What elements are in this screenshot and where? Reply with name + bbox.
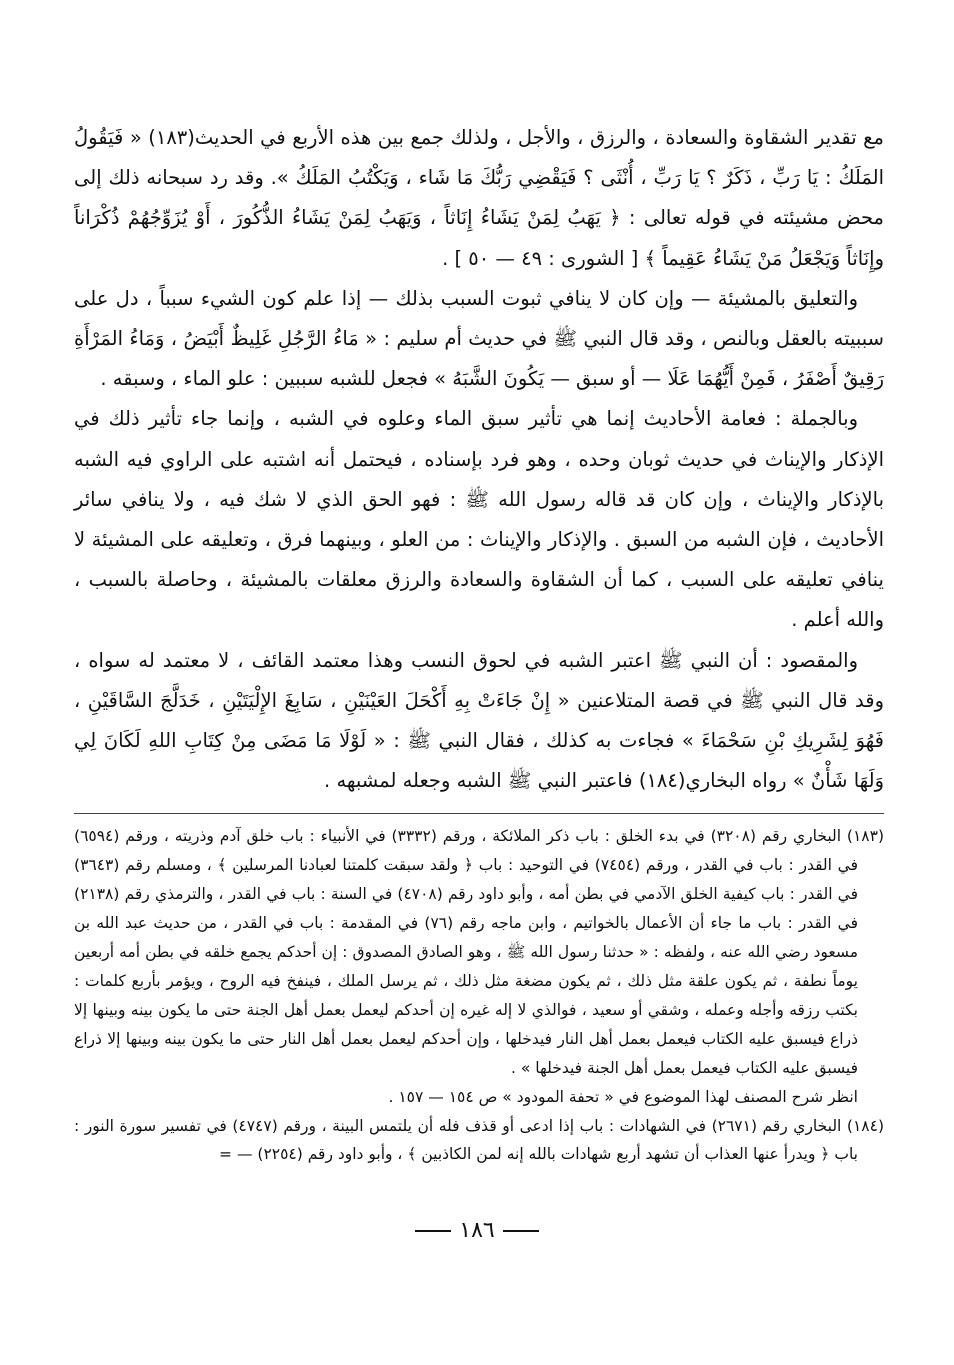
page-body [74,118,884,1169]
footnote: (١٨٤) البخاري رقم (٢٦٧١) في الشهادات : باب إذا ادعى أو قذف فله أن يلتمس البينة ، ورقم (٤٧٤٧) في تفسير سورة النور : باب ﴿ ويدرأ عنها العذاب أن تشهد أربع شهادات بالله إنه لمن الكاذبين ﴾ ، وأبو داود رقم (٢٢٥٤) — = [74,1116,885,1164]
page-number-dash [415,1230,451,1232]
main-paragraph: وبالجملة : فعامة الأحاديث إنما هي تأثير سبق الماء وعلوه في الشبه ، وإنما جاء تأثير ذلك في الإذكار والإيناث في حديث ثوبان وحده ، وهو فرد بإسناده ، فيحتمل أنه اشتبه على الراوي فيه الشبه بالإذكار والإيناث ، وإن كان قد قاله رسول الله ﷺ : فهو الحق الذي لا شك فيه ، ولا ينافي سائر الأحاديث ، فإن الشبه من السبق . والإذكار والإيناث : من العلو ، وبينهما فرق ، وتعليقه على المشيئة لا ينافي تعليقه على السبب ، كما أن الشقاوة والسعادة والرزق معلقات بالمشيئة ، وحاصلة بالسبب ، والله أعلم . [74,407,884,632]
page-number: ١٨٦ [459,1218,495,1243]
main-paragraph: مع تقدير الشقاوة والسعادة ، والرزق ، والأجل ، ولذلك جمع بين هذه الأربع في الحديث(١٨٣) « فَيَقُولُ المَلَكُ : يَا رَبِّ ، ذَكَرٌ ؟ يَا رَبِّ ، أُنْثَى ؟ فَيَقْضِي رَبُّكَ مَا شَاء ، وَيَكْتُبُ المَلَكُ ». وقد رد سبحانه ذلك إلى محض مشيئته في قوله تعالى : ﴿ يَهَبُ لِمَنْ يَشَاءُ إِنَاثاً ، وَيَهَبُ لِمَنْ يَشَاءُ الذُّكُورَ ، أَوْ يُزَوِّجُهُمْ ذُكْرَاناً وإِنَاثاً وَيَجْعَلُ مَنْ يَشَاءُ عَقِيماً ﴾ [ الشورى : ٤٩ — ٥٠ ] . [74,126,884,270]
main-paragraph: والتعليق بالمشيئة — وإن كان لا ينافي ثبوت السبب بذلك — إذا علم كون الشيء سبباً ، دل على سببيته بالعقل وبالنص ، وقد قال النبي ﷺ في حديث أم سليم : « مَاءُ الرَّجُلِ غَلِيظٌ أَبْيَضُ ، وَمَاءُ المَرْأَةِ رَقِيقٌ أَصْفَرُ ، فَمِنْ أَيُّهُمَا عَلَا — أو سبق — يَكُونَ الشَّبَهُ » فجعل للشبه سببين : علو الماء ، وسبقه . [74,286,884,391]
page-number-block [0,1218,954,1243]
page-number-dash [503,1230,539,1232]
main-text [74,118,884,801]
footnote-continuation: انظر شرح المصنف لهذا الموضوع في « تحفة المودود » ص ١٥٤ — ١٥٧ . [388,1087,858,1106]
footnote-separator [74,813,884,814]
footnotes [74,822,884,1169]
main-paragraph: والمقصود : أن النبي ﷺ اعتبر الشبه في لحوق النسب وهذا معتمد القائف ، لا معتمد له سواه ، وقد قال النبي ﷺ في قصة المتلاعنين « إِنْ جَاءَتْ بِهِ أَكْحَلَ العَيْنَيْنِ ، سَابِغَ الإِلْيَتَيْنِ ، خَدَلَّجَ السَّاقَيْنِ ، فَهُوَ لِشَرِيكِ بْنِ سَحْمَاءَ » فجاءت به كذلك ، فقال النبي ﷺ : « لَوْلَا مَا مَضَى مِنْ كِتَابِ اللهِ لَكَانَ لِي وَلَهَا شَأْنٌ » رواه البخاري(١٨٤) فاعتبر النبي ﷺ الشبه وجعله لمشبهه . [74,648,884,793]
footnote: (١٨٣) البخاري رقم (٣٢٠٨) في بدء الخلق : باب ذكر الملائكة ، ورقم (٣٣٣٢) في الأنبياء : باب خلق آدم وذريته ، ورقم (٦٥٩٤) في القدر : باب في القدر ، ورقم (٧٤٥٤) في التوحيد : باب ﴿ ولقد سبقت كلمتنا لعبادنا المرسلين ﴾ ، ومسلم رقم (٣٦٤٣) في القدر : باب كيفية الخلق الآدمي في بطن أمه ، وأبو داود رقم (٤٧٠٨) في السنة : باب في القدر ، والترمذي رقم (٢١٣٨) في القدر : باب ما جاء أن الأعمال بالخواتيم ، وابن ماجه رقم (٧٦) في المقدمة : باب في القدر ، من حديث عبد الله بن مسعود رضي الله عنه ، ولفظه : « حدثنا رسول الله ﷺ ، وهو الصادق المصدوق : إن أحدكم يجمع خلقه في بطن أمه أربعين يوماً نطفة ، ثم يكون علقة مثل ذلك ، ثم يكون مضغة مثل ذلك ، ثم يرسل الملك ، فينفخ فيه الروح ، ويؤمر بأربع كلمات : بكتب رزقه وأجله وعمله ، وشقي أو سعيد ، فوالذي لا إله غيره إن أحدكم ليعمل بعمل أهل الجنة حتى ما يكون بينه وبينها إلا ذراع فيسبق عليه الكتاب فيعمل بعمل أهل النار فيدخلها ، وإن أحدكم ليعمل بعمل أهل النار حتى ما يكون بينه وبينها إلا ذراع فيسبق عليه الكتاب فيعمل بعمل أهل الجنة فيدخلها » . [74,827,884,1077]
